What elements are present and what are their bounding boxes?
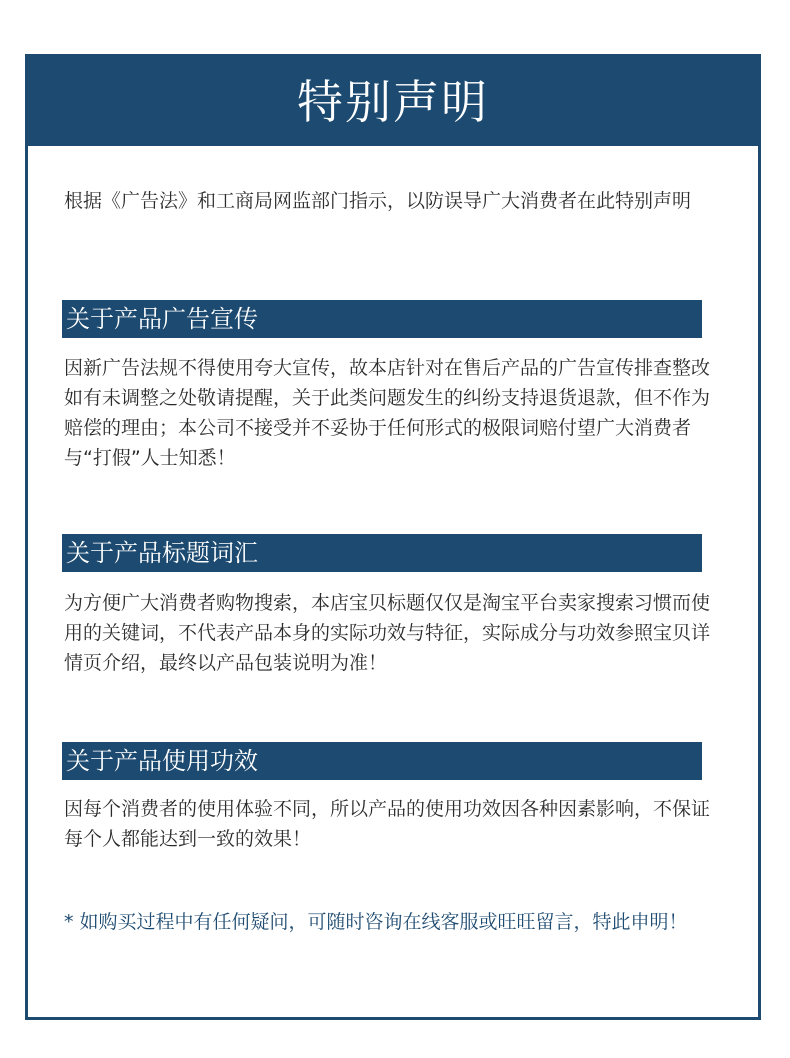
footer-note: * 如购买过程中有任何疑问，可随时咨询在线客服或旺旺留言，特此申明！ — [64, 911, 688, 933]
page-title: 特别声明 — [297, 74, 489, 129]
intro-paragraph: 根据《广告法》和工商局网监部门指示，以防误导广大消费者在此特别声明 — [64, 190, 692, 212]
announcement-frame — [25, 54, 761, 1020]
section-heading-bar-title-keywords — [62, 534, 702, 572]
section-heading-title-keywords: 关于产品标题词汇 — [66, 539, 258, 567]
section-body-effects: 因每个消费者的使用体验不同，所以产品的使用功效因各种因素影响，不保证每个人都能达到一致的效果！ — [64, 798, 711, 850]
section-heading-bar-advertising — [62, 300, 702, 338]
section-body-advertising: 因新广告法规不得使用夸大宣传，故本店针对在售后产品的广告宣传排查整改如有未调整之处敬请提醒，关于此类问题发生的纠纷支持退货退款，但不作为赔偿的理由；本公司不接受并不妥协于任何形式的极限词赔付望广大消费者与“打假”人士知悉！ — [64, 357, 711, 469]
section-body-title-keywords: 为方便广大消费者购物搜索，本店宝贝标题仅仅是淘宝平台卖家搜索习惯而使用的关键词，不代表产品本身的实际功效与特征，实际成分与功效参照宝贝详情页介绍，最终以产品包装说明为准！ — [64, 592, 711, 674]
section-heading-bar-effects — [62, 742, 702, 780]
title-bar — [28, 57, 758, 146]
section-heading-advertising: 关于产品广告宣传 — [66, 305, 258, 333]
section-heading-effects: 关于产品使用功效 — [66, 747, 258, 775]
